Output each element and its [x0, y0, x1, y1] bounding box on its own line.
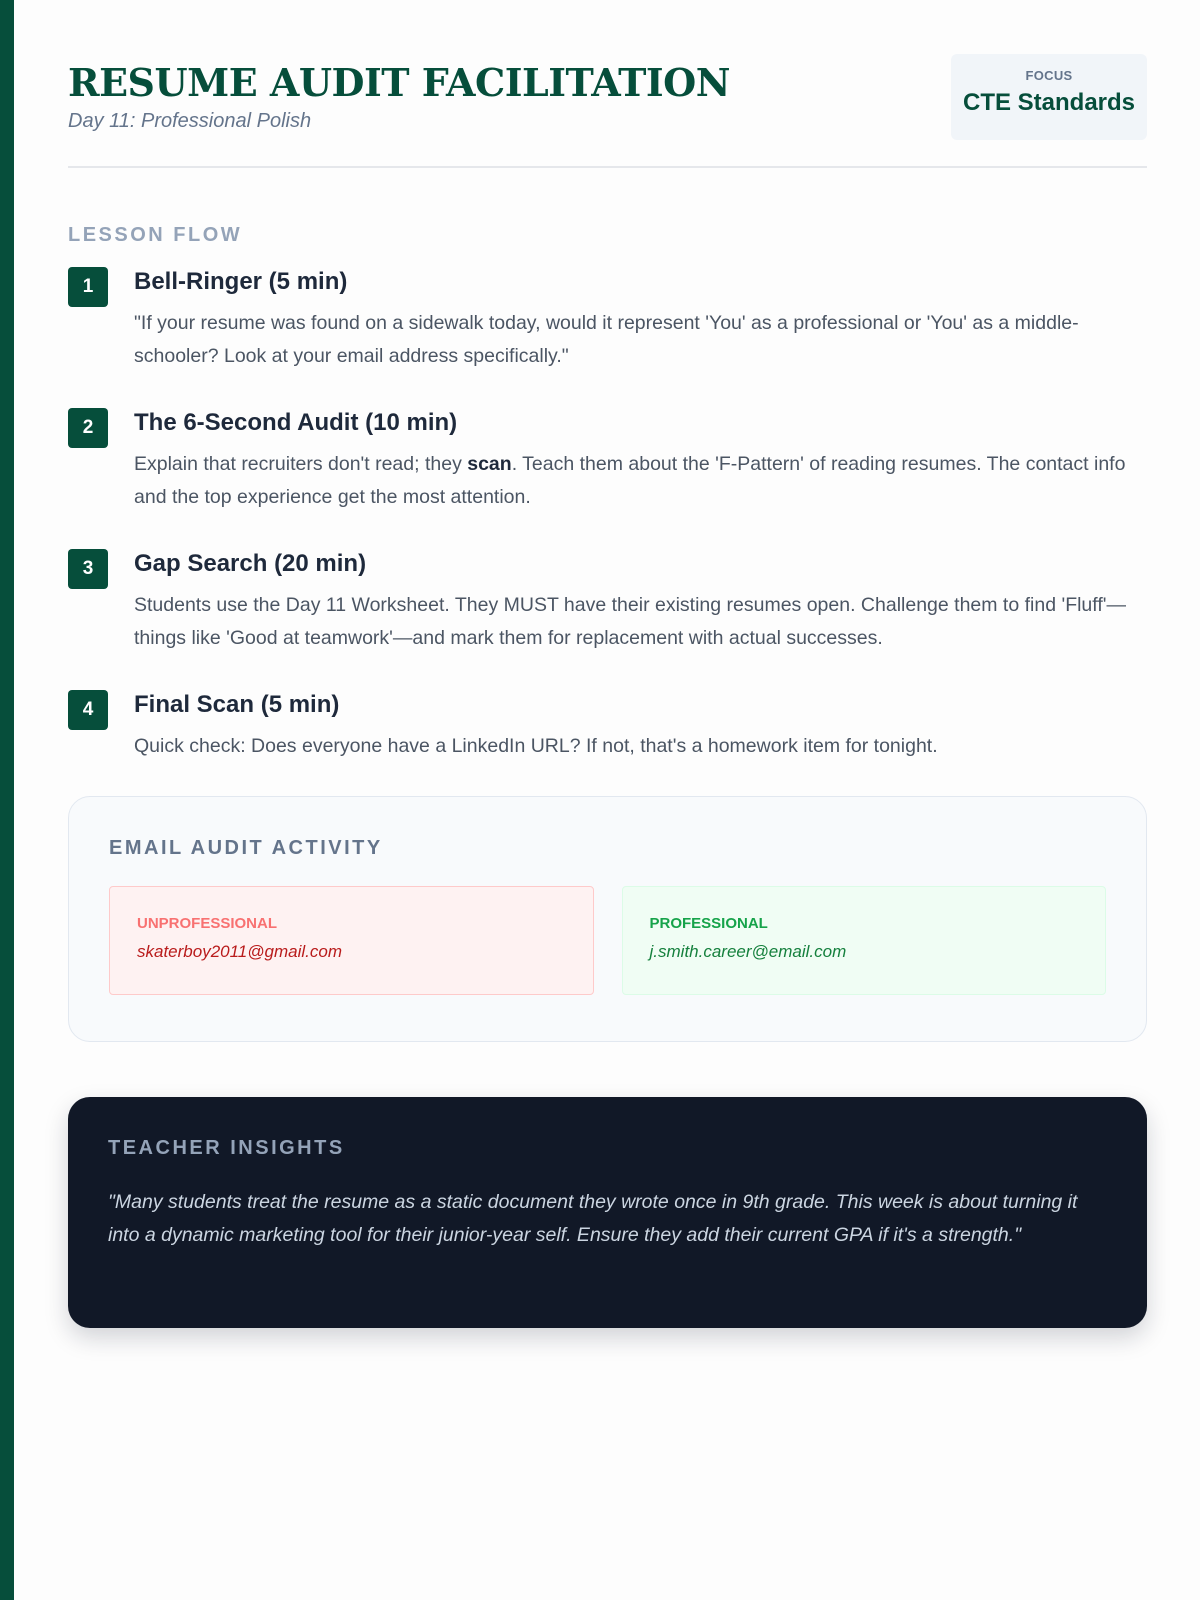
step-description-emphasis: scan: [467, 453, 512, 475]
step-description: Students use the Day 11 Worksheet. They MUST have their existing resumes open. Challenge them to find 'Fluff'—things like 'Good at teamwork'—and mark them for replacement with actual successes.: [134, 594, 1126, 649]
lesson-step: [68, 265, 1147, 373]
step-title: The 6-Second Audit (10 min): [134, 409, 458, 436]
email-audit-card: [68, 796, 1147, 1042]
lesson-steps: [68, 265, 1147, 763]
focus-badge: [951, 54, 1147, 140]
focus-value: CTE Standards: [962, 89, 1136, 116]
teacher-insights-quote: "Many students treat the resume as a static document they wrote once in 9th grade. This week is about turning it into a dynamic marketing tool for their junior-year self. Ensure they add their current GPA if it's a strength.": [108, 1191, 1078, 1246]
lesson-step: [68, 547, 1147, 655]
email-audit-heading: EMAIL AUDIT ACTIVITY: [109, 837, 383, 859]
step-number-badge: 4: [68, 690, 108, 730]
email-examples: [109, 886, 1106, 995]
page-header: [68, 0, 1147, 168]
unprofessional-label: UNPROFESSIONAL: [137, 915, 278, 932]
lesson-step: [68, 406, 1147, 514]
lesson-page: [68, 0, 1147, 1328]
step-title: Final Scan (5 min): [134, 691, 340, 718]
step-description: [134, 448, 1147, 514]
page-title: RESUME AUDIT FACILITATION: [68, 60, 730, 105]
side-accent-bar: [0, 0, 14, 1600]
step-number-badge: 1: [68, 267, 108, 307]
step-title: Bell-Ringer (5 min): [134, 268, 348, 295]
page-subtitle: Day 11: Professional Polish: [68, 110, 312, 132]
step-description: "If your resume was found on a sidewalk today, would it represent 'You' as a professional or 'You' as a middle-schooler? Look at your email address specifically.": [134, 312, 1079, 367]
unprofessional-email-box: [109, 886, 594, 995]
step-number-badge: 3: [68, 549, 108, 589]
focus-label: FOCUS: [1025, 68, 1073, 83]
unprofessional-email: skaterboy2011@gmail.com: [137, 942, 342, 961]
step-description-text: . Teach them about the 'F-Pattern' of reading resumes. The contact info and the top experience get the most attention.: [134, 453, 1126, 508]
lesson-step: [68, 688, 1147, 763]
step-title: Gap Search (20 min): [134, 550, 367, 577]
professional-email: j.smith.career@email.com: [649, 942, 847, 961]
step-description: Quick check: Does everyone have a LinkedIn URL? If not, that's a homework item for tonight.: [134, 735, 938, 757]
step-description-text: Explain that recruiters don't read; they: [134, 453, 468, 475]
professional-label: PROFESSIONAL: [649, 915, 768, 932]
lesson-flow-heading: LESSON FLOW: [68, 224, 243, 246]
teacher-insights-heading: TEACHER INSIGHTS: [108, 1137, 345, 1159]
step-number-badge: 2: [68, 408, 108, 448]
teacher-insights-panel: [68, 1097, 1147, 1328]
professional-email-box: [622, 886, 1107, 995]
